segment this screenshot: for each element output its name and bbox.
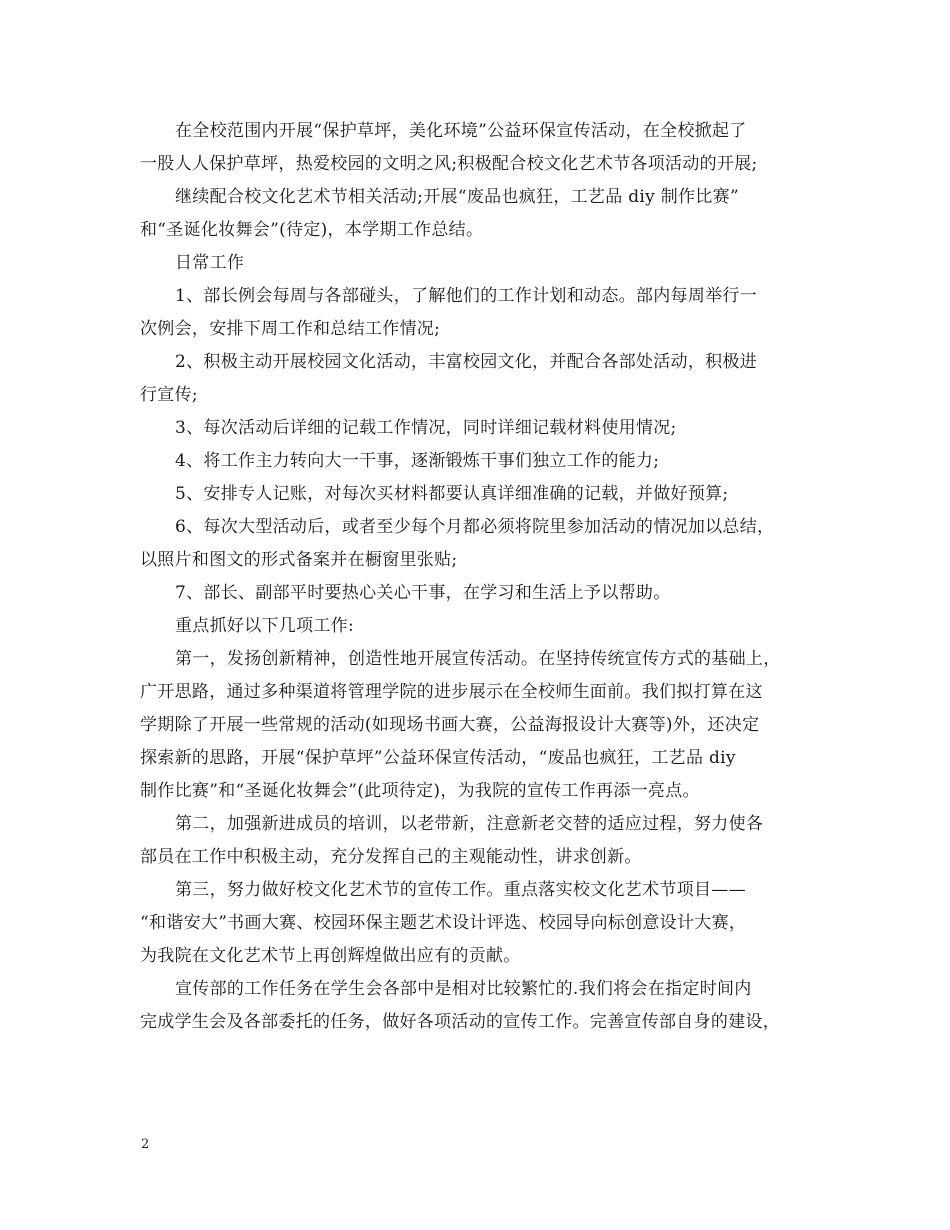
text-line: 一股人人保护草坪，热爱校园的文明之风;积极配合校文化艺术节各项活动的开展; bbox=[140, 154, 758, 174]
text-line: 第二，加强新进成员的培训，以老带新，注意新老交替的适应过程，努力使各 bbox=[175, 814, 764, 834]
document-body bbox=[140, 115, 816, 1039]
text-line: 宣传部的工作任务在学生会各部中是相对比较繁忙的.我们将会在指定时间内 bbox=[175, 979, 752, 999]
text-line: 在全校范围内开展“保护草坪，美化环境”公益环保宣传活动，在全校掀起了 bbox=[175, 121, 747, 141]
text-line: 1、部长例会每周与各部碰头，了解他们的工作计划和动态。部内每周举行一 bbox=[175, 286, 758, 306]
text-line: 继续配合校文化艺术节相关活动;开展“废品也疯狂，工艺品 diy 制作比赛” bbox=[175, 187, 739, 207]
text-line: 为我院在文化艺术节上再创辉煌做出应有的贡献。 bbox=[140, 946, 521, 966]
text-line: 次例会，安排下周工作和总结工作情况; bbox=[140, 319, 441, 339]
text-line: 和“圣诞化妆舞会”(待定)，本学期工作总结。 bbox=[140, 220, 484, 240]
text-line: 探索新的思路，开展“保护草坪”公益环保宣传活动，“废品也疯狂，工艺品 diy bbox=[140, 748, 736, 768]
text-line: 3、每次活动后详细的记载工作情况，同时详细记载材料使用情况; bbox=[175, 418, 677, 438]
text-line: 制作比赛”和“圣诞化妆舞会”(此项待定)，为我院的宣传工作再添一亮点。 bbox=[140, 781, 700, 801]
text-line: 6、每次大型活动后，或者至少每个月都必须将院里参加活动的情况加以总结， bbox=[175, 517, 775, 537]
text-line: 广开思路，通过多种渠道将管理学院的进步展示在全校师生面前。我们拟打算在这 bbox=[140, 682, 763, 702]
text-line: 行宣传; bbox=[140, 385, 198, 405]
text-line: 完成学生会及各部委托的任务，做好各项活动的宣传工作。完善宣传部自身的建设， bbox=[140, 1012, 781, 1032]
text-line: 7、部长、副部平时要热心关心干事，在学习和生活上予以帮助。 bbox=[175, 583, 671, 603]
text-line: 5、安排专人记账，对每次买材料都要认真详细准确的记载，并做好预算; bbox=[175, 484, 729, 504]
text-line: 第三，努力做好校文化艺术节的宣传工作。重点落实校文化艺术节项目—— bbox=[175, 880, 746, 900]
text-line: 部员在工作中积极主动，充分发挥自己的主观能动性，讲求创新。 bbox=[140, 847, 642, 867]
text-line: “和谐安大”书画大赛、校园环保主题艺术设计评选、校园导向标创意设计大赛， bbox=[140, 913, 747, 933]
text-line: 第一，发扬创新精神，创造性地开展宣传活动。在坚持传统宣传方式的基础上， bbox=[175, 649, 781, 669]
page-number: 2 bbox=[141, 1137, 150, 1152]
text-line: 重点抓好以下几项工作: bbox=[175, 616, 355, 636]
text-line: 4、将工作主力转向大一干事，逐渐锻炼干事们独立工作的能力; bbox=[175, 451, 660, 471]
text-line: 学期除了开展一些常规的活动(如现场书画大赛，公益海报设计大赛等)外，还决定 bbox=[140, 715, 760, 735]
text-line: 以照片和图文的形式备案并在橱窗里张贴; bbox=[140, 550, 458, 570]
text-line: 2、积极主动开展校园文化活动，丰富校园文化，并配合各部处活动，积极进 bbox=[175, 352, 758, 372]
text-line: 日常工作 bbox=[175, 253, 245, 273]
